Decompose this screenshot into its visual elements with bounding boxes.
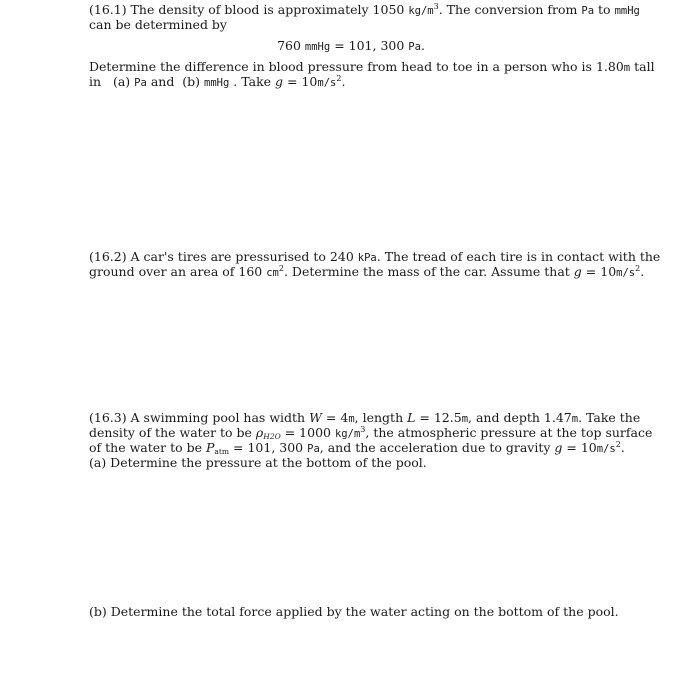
exponent: 3 [360, 425, 366, 434]
unit: m/s [596, 443, 616, 455]
problem-16-3-line-2 [89, 425, 653, 441]
problem-16-1-line-4 [89, 74, 613, 89]
problem-16-1-line-3 [89, 59, 655, 74]
text: . [640, 264, 645, 279]
unit: m [571, 413, 579, 425]
text: . Determine the mass of the car. Assume that [283, 264, 570, 279]
unit: cm [266, 267, 279, 279]
text: of the water to be [89, 440, 203, 455]
unit: kg/m [334, 428, 361, 440]
problem-16-3 [89, 410, 653, 470]
text: . [620, 440, 625, 455]
problem-16-3-line-1 [89, 410, 641, 425]
text: and (b) [150, 74, 201, 89]
exponent: 2 [336, 74, 342, 83]
text: (16.2) A car's tires are pressurised to 240 [89, 249, 354, 264]
text: = 101, 300 [334, 38, 405, 53]
variable: g [573, 264, 582, 279]
unit: mmHg [304, 41, 331, 53]
text: , length [354, 410, 404, 425]
text: . The conversion from [438, 2, 578, 17]
unit: Pa [408, 41, 421, 53]
subscript: atm [214, 447, 230, 456]
problem-16-3-line-3 [89, 440, 625, 456]
problem-16-1-line-2: can be determined by [89, 17, 227, 32]
variable: g [554, 440, 563, 455]
text: = 4 [325, 410, 349, 425]
unit: m/s [616, 267, 636, 279]
problem-16-2 [89, 249, 661, 279]
exponent: 2 [635, 264, 641, 273]
text: . Take the [578, 410, 641, 425]
text: = 12.5 [419, 410, 462, 425]
unit: mmHg [204, 77, 230, 89]
problem-16-3-part-b-block [89, 604, 619, 619]
text: . The tread of each tire is in contact with the [376, 249, 661, 264]
unit: kPa [357, 252, 377, 264]
problem-16-1 [89, 2, 655, 89]
conversion-equation [89, 38, 613, 53]
unit: mmHg [614, 5, 640, 17]
text: tall [634, 59, 655, 74]
exponent: 3 [433, 2, 439, 11]
text: , and the acceleration due to gravity [319, 440, 551, 455]
text: = 1000 [284, 425, 331, 440]
text: in (a) [89, 74, 131, 89]
variable: g [275, 74, 284, 89]
problem-16-2-line-2 [89, 264, 645, 279]
unit: Pa [307, 443, 320, 455]
text: density of the water to be [89, 425, 252, 440]
exponent: 2 [615, 440, 621, 449]
problem-16-2-line-1 [89, 249, 661, 264]
text: ground over an area of 160 [89, 264, 263, 279]
text: to [598, 2, 611, 17]
text: = 10 [585, 264, 617, 279]
text: Determine the difference in blood pressure from head to toe in a person who is 1.80 [89, 59, 624, 74]
subscript: H2O [263, 432, 281, 441]
unit: m [623, 62, 631, 74]
text: (16.1) The density of blood is approximately 1050 [89, 2, 405, 17]
text: (16.3) A swimming pool has width [89, 410, 306, 425]
text: 760 [277, 38, 301, 53]
text: , and depth 1.47 [468, 410, 572, 425]
unit: kg/m [408, 5, 434, 17]
text: = 10 [287, 74, 318, 89]
unit: Pa [134, 77, 147, 89]
text: . [341, 74, 346, 89]
text: . [420, 38, 425, 53]
variable: P [206, 440, 215, 455]
variable: L [407, 410, 416, 425]
variable: ρ [255, 425, 264, 440]
text: = 101, 300 [233, 440, 304, 455]
unit: m [461, 413, 469, 425]
problem-16-1-line-1 [89, 2, 640, 17]
unit: m [348, 413, 355, 425]
text: . Take [233, 74, 272, 89]
unit: Pa [581, 5, 595, 17]
text: = 10 [566, 440, 597, 455]
text: , the atmospheric pressure at the top surface [365, 425, 653, 440]
problem-16-3-part-a: (a) Determine the pressure at the bottom of the pool. [89, 455, 427, 470]
unit: m/s [317, 77, 337, 89]
exponent: 2 [278, 264, 284, 273]
variable: W [309, 410, 322, 425]
problem-16-3-part-b: (b) Determine the total force applied by the water acting on the bottom of the pool. [89, 604, 619, 619]
